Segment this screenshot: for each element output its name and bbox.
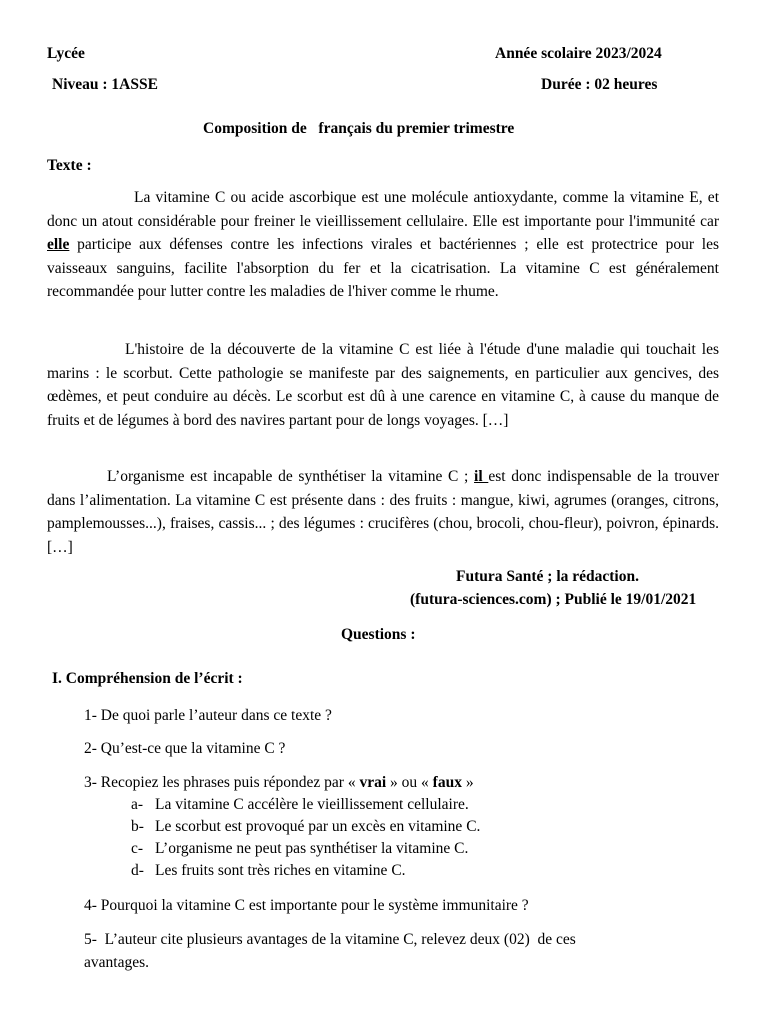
text-label: Texte :	[47, 157, 92, 174]
paragraph-1	[47, 186, 719, 304]
page-title: Composition de français du premier trimestre	[203, 120, 515, 137]
option-letter: a-	[131, 796, 144, 813]
paragraph-3-part-a: L’organisme est incapable de synthétiser la vitamine C ;	[107, 468, 475, 485]
option-text: L’organisme ne peut pas synthétiser la vitamine C.	[155, 840, 469, 857]
question-2: 2- Qu’est-ce que la vitamine C ?	[84, 740, 286, 757]
duration-label: Durée : 02 heures	[541, 76, 658, 93]
option-b	[131, 818, 480, 836]
question-3-part-b: » ou «	[386, 774, 433, 791]
question-3-part-c: »	[461, 774, 474, 791]
source-publication: (futura-sciences.com) ; Publié le 19/01/2021	[410, 591, 697, 608]
option-text: La vitamine C accélère le vieillissement cellulaire.	[155, 796, 469, 813]
paragraph-3	[47, 465, 719, 559]
option-letter: b-	[131, 818, 144, 835]
option-text: Le scorbut est provoqué par un excès en vitamine C.	[155, 818, 481, 835]
option-c	[131, 840, 468, 858]
keyword-vrai: vrai	[359, 774, 387, 791]
option-letter: c-	[131, 840, 144, 857]
paragraph-1-part-a: La vitamine C ou acide ascorbique est une molécule antioxydante, comme la vitamine E, et donc un atout considérable pour freiner le vieillissement cellulaire. Elle est importante pour l'immunité car	[47, 189, 719, 230]
underlined-reference-elle: elle	[47, 236, 70, 254]
school-year: Année scolaire 2023/2024	[495, 45, 662, 62]
level-label: Niveau : 1ASSE	[52, 76, 158, 93]
question-3	[84, 774, 474, 792]
option-letter: d-	[131, 862, 144, 879]
option-a	[131, 796, 469, 814]
section-title-comprehension: I. Compréhension de l’écrit :	[52, 670, 243, 687]
option-d	[131, 862, 406, 880]
question-5-line-2: avantages.	[84, 954, 149, 971]
paragraph-3-part-b: est donc indispensable de la trouver dans l’alimentation. La vitamine C est présente dans : des fruits : mangue, kiwi, agrumes (oranges, citrons, pamplemousses...), fraises, cassis... ; des légumes : crucifères (chou, brocoli, chou-fleur), poivron, épinards. […]	[47, 468, 719, 556]
underlined-reference-il: il	[474, 468, 489, 485]
question-3-part-a: 3- Recopiez les phrases puis répondez par «	[84, 774, 360, 791]
question-4: 4- Pourquoi la vitamine C est importante pour le système immunitaire ?	[84, 897, 529, 914]
questions-title: Questions :	[341, 626, 416, 643]
question-1: 1- De quoi parle l’auteur dans ce texte ?	[84, 707, 332, 724]
source-author: Futura Santé ; la rédaction.	[456, 568, 639, 585]
paragraph-2: L'histoire de la découverte de la vitamine C est liée à l'étude d'une maladie qui touchait les marins : le scorbut. Cette pathologie se manifeste par des saignements, en particulier aux gencives, des œdèmes, et peut conduire au décès. Le scorbut est dû à une carence en vitamine C, à cause du manque de fruits et de légumes à bord des navires partant pour de longs voyages. […]	[47, 341, 719, 429]
school-label: Lycée	[47, 45, 85, 62]
keyword-faux: faux	[432, 774, 462, 791]
question-5-line-1: 5- L’auteur cite plusieurs avantages de la vitamine C, relevez deux (02) de ces	[84, 931, 576, 948]
option-text: Les fruits sont très riches en vitamine C.	[155, 862, 406, 879]
paragraph-1-part-b: participe aux défenses contre les infections virales et bactériennes ; elle est protectrice pour les vaisseaux sanguins, facilite l'absorption du fer et la cicatrisation. La vitamine C est généralement recommandée pour lutter contre les maladies de l'hiver comme le rhume.	[47, 236, 719, 301]
